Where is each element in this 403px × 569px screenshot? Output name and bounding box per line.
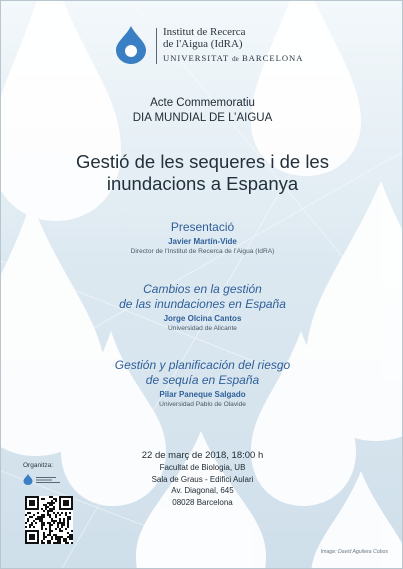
qr-module (67, 542, 69, 544)
event-line-1: Acte Commemoratiu (150, 97, 255, 109)
organizer-logo (23, 474, 62, 485)
idra-logo (114, 26, 303, 65)
qr-module (71, 530, 73, 532)
qr-module (61, 524, 63, 526)
qr-module (65, 512, 67, 514)
qr-module (67, 522, 69, 524)
qr-module (31, 522, 33, 524)
qr-module (55, 520, 57, 522)
speaker-affiliation: Director de l’Institut de Recerca de l’Aigua (IdRA) (130, 248, 275, 255)
qr-module (41, 508, 43, 510)
qr-module (53, 498, 55, 500)
qr-module (41, 520, 43, 522)
event-line-2: DIA MUNDIAL DE L’AIGUA (132, 112, 273, 124)
section-title: Presentació (170, 220, 235, 234)
qr-module (47, 502, 49, 504)
qr-module (57, 512, 59, 514)
qr-module (55, 542, 57, 544)
qr-module (55, 516, 57, 518)
qr-module (41, 518, 43, 520)
qr-module (51, 508, 53, 510)
qr-module (67, 536, 69, 538)
qr-module (41, 540, 43, 542)
qr-module (53, 506, 55, 508)
qr-module (43, 498, 45, 500)
qr-module (67, 516, 69, 518)
qr-module (59, 542, 61, 544)
section-presentacio (1, 220, 403, 256)
qr-module (67, 532, 69, 534)
qr-module (49, 542, 51, 544)
qr-module (33, 520, 35, 522)
section-title-line-2: de sequía en España (145, 373, 260, 387)
qr-module (47, 512, 49, 514)
logo-line-3 (163, 52, 303, 65)
qr-module (67, 524, 69, 526)
qr-module (59, 530, 61, 532)
qr-module (55, 528, 57, 530)
qr-module (53, 522, 55, 524)
qr-module (39, 518, 41, 520)
qr-module (65, 542, 67, 544)
organizer (23, 462, 62, 485)
qr-finder-core (29, 500, 35, 506)
qr-module (47, 534, 49, 536)
qr-module (69, 516, 71, 518)
qr-module (63, 524, 65, 526)
qr-module (27, 520, 29, 522)
qr-code[interactable] (25, 496, 73, 544)
qr-module (51, 518, 53, 520)
qr-module (37, 518, 39, 520)
qr-module (63, 520, 65, 522)
qr-module (43, 522, 45, 524)
water-drop-icon (23, 474, 33, 485)
qr-module (43, 536, 45, 538)
speaker-affiliation: Universidad de Alicante (168, 325, 237, 332)
qr-module (47, 542, 49, 544)
qr-module (33, 526, 35, 528)
qr-module (57, 536, 59, 538)
qr-module (49, 516, 51, 518)
qr-module (45, 508, 47, 510)
qr-module (55, 500, 57, 502)
qr-module (49, 532, 51, 534)
qr-module (43, 538, 45, 540)
qr-module (45, 504, 47, 506)
qr-module (25, 522, 27, 524)
qr-finder-core (63, 500, 69, 506)
qr-module (33, 514, 35, 516)
qr-module (65, 538, 67, 540)
qr-module (51, 496, 53, 498)
qr-module (59, 518, 61, 520)
qr-module (53, 534, 55, 536)
qr-module (51, 510, 53, 512)
qr-module (27, 518, 29, 520)
event-venue: Facultat de Biologia, UB (159, 463, 246, 472)
qr-module (59, 520, 61, 522)
speaker-name: Javier Martín-Vide (168, 237, 237, 246)
qr-module (63, 518, 65, 520)
qr-finder-core (29, 534, 35, 540)
qr-module (65, 528, 67, 530)
qr-module (41, 524, 43, 526)
qr-module (59, 536, 61, 538)
image-credit: Image: David Aguilera Cobos (320, 549, 388, 555)
qr-module (53, 502, 55, 504)
logo-text (163, 26, 303, 65)
qr-module (29, 516, 31, 518)
qr-module (57, 526, 59, 528)
qr-module (63, 540, 65, 542)
logo-line-1: Institut de Recerca (163, 26, 246, 38)
event-city: 08028 Barcelona (172, 497, 233, 507)
qr-module (61, 536, 63, 538)
qr-module (69, 538, 71, 540)
qr-module (49, 540, 51, 542)
qr-module (37, 512, 39, 514)
qr-module (47, 506, 49, 508)
organizer-label: Organitza: (23, 462, 53, 469)
qr-module (59, 528, 61, 530)
qr-module (49, 522, 51, 524)
qr-module (49, 514, 51, 516)
water-drop-icon (114, 26, 148, 64)
qr-module (53, 508, 55, 510)
section-title-line-1: Cambios en la gestión (143, 282, 262, 296)
logo-divider (156, 28, 157, 64)
qr-module (59, 540, 61, 542)
qr-module (67, 520, 69, 522)
qr-module (71, 536, 73, 538)
qr-module (53, 520, 55, 522)
qr-module (45, 506, 47, 508)
qr-module (47, 510, 49, 512)
qr-module (71, 538, 73, 540)
qr-module (51, 502, 53, 504)
qr-module (25, 514, 27, 516)
qr-module (43, 514, 45, 516)
qr-module (57, 540, 59, 542)
speaker-name: Jorge Olcina Cantos (163, 314, 242, 323)
qr-module (41, 542, 43, 544)
qr-module (67, 526, 69, 528)
qr-module (61, 522, 63, 524)
qr-module (43, 504, 45, 506)
qr-module (57, 524, 59, 526)
speaker-name: Pilar Paneque Salgado (159, 390, 246, 399)
qr-module (69, 512, 71, 514)
qr-module (45, 528, 47, 530)
section-title-line-1: Gestión y planificación del riesgo (114, 358, 291, 372)
qr-module (37, 516, 39, 518)
qr-module (45, 536, 47, 538)
event-address: Av. Diagonal, 645 (171, 486, 234, 495)
qr-module (29, 526, 31, 528)
qr-module (49, 534, 51, 536)
qr-module (49, 510, 51, 512)
qr-module (51, 524, 53, 526)
qr-module (49, 530, 51, 532)
qr-module (51, 536, 53, 538)
qr-module (59, 538, 61, 540)
qr-module (47, 514, 49, 516)
qr-module (59, 522, 61, 524)
qr-module (57, 522, 59, 524)
qr-module (65, 514, 67, 516)
qr-module (49, 508, 51, 510)
qr-module (43, 524, 45, 526)
event-date: 22 de març de 2018, 18:00 h (141, 450, 264, 461)
organizer-logo-text-mark (36, 476, 62, 484)
qr-module (55, 534, 57, 536)
qr-module (43, 534, 45, 536)
qr-module (59, 514, 61, 516)
main-title (1, 151, 403, 195)
qr-module (69, 536, 71, 538)
qr-module (63, 538, 65, 540)
section-sequia (1, 358, 403, 409)
qr-module (53, 542, 55, 544)
qr-module (41, 514, 43, 516)
qr-module (55, 514, 57, 516)
qr-module (51, 500, 53, 502)
qr-module (49, 528, 51, 530)
section-inundaciones (1, 282, 403, 333)
qr-module (69, 534, 71, 536)
qr-module (55, 536, 57, 538)
qr-module (43, 542, 45, 544)
qr-module (41, 528, 43, 530)
speaker-affiliation: Universidad Pablo de Olavide (159, 401, 246, 408)
qr-module (61, 526, 63, 528)
qr-module (31, 516, 33, 518)
qr-module (39, 516, 41, 518)
qr-module (49, 496, 51, 498)
qr-module (39, 520, 41, 522)
qr-module (57, 542, 59, 544)
logo-de: de (232, 55, 239, 63)
qr-module (41, 516, 43, 518)
qr-module (47, 522, 49, 524)
qr-module (49, 504, 51, 506)
qr-module (71, 542, 73, 544)
qr-module (41, 526, 43, 528)
qr-module (61, 512, 63, 514)
qr-module (43, 532, 45, 534)
qr-module (55, 538, 57, 540)
qr-module (53, 512, 55, 514)
qr-module (35, 522, 37, 524)
qr-module (27, 512, 29, 514)
title-line-2: inundacions a Espanya (106, 173, 299, 194)
qr-module (67, 518, 69, 520)
qr-module (51, 520, 53, 522)
qr-module (41, 522, 43, 524)
qr-module (35, 518, 37, 520)
qr-module (41, 498, 43, 500)
qr-module (49, 524, 51, 526)
qr-module (51, 530, 53, 532)
qr-module (49, 526, 51, 528)
qr-module (43, 510, 45, 512)
qr-module (29, 512, 31, 514)
logo-city: BARCELONA (241, 53, 304, 63)
qr-module (61, 530, 63, 532)
qr-module (51, 538, 53, 540)
qr-module (25, 526, 27, 528)
qr-module (49, 502, 51, 504)
logo-line-2: de l'Aigua (IdRA) (163, 38, 243, 50)
qr-module (57, 538, 59, 540)
qr-module (47, 540, 49, 542)
qr-module (29, 524, 31, 526)
qr-module (51, 504, 53, 506)
section-title-line-2: de las inundaciones en España (119, 297, 286, 311)
logo-university: UNIVERSITAT (163, 53, 230, 63)
title-line-1: Gestió de les sequeres i de les (76, 151, 329, 172)
qr-module (63, 522, 65, 524)
event-room: Sala de Graus - Edifici Aulari (151, 474, 254, 484)
event-label (1, 96, 403, 126)
qr-module (55, 498, 57, 500)
qr-module (65, 540, 67, 542)
qr-module (31, 524, 33, 526)
qr-module (43, 516, 45, 518)
qr-module (71, 534, 73, 536)
qr-module (69, 518, 71, 520)
